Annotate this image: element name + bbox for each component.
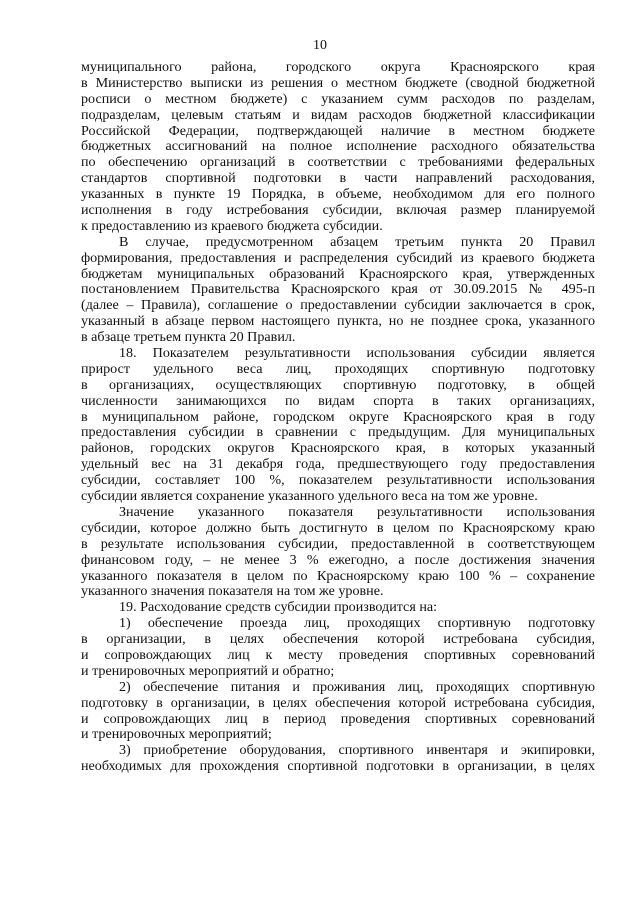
text-line: в Министерство выписки из решения о местном бюджете (сводной бюджетной bbox=[81, 75, 595, 91]
text-line: указанного показателя в целом по Красноярскому краю 100 % – сохранение bbox=[81, 568, 595, 584]
text-line: подразделам, целевым статьям и видам расходов бюджетной классификации bbox=[81, 107, 595, 123]
text-line: 1) обеспечение проезда лиц, проходящих спортивную подготовку bbox=[119, 616, 595, 632]
text-line: финансовом году, – не менее 3 % ежегодно, а после достижения значения bbox=[81, 552, 595, 568]
text-line: исполнения в году истребования субсидии, включая размер планируемой bbox=[81, 203, 595, 219]
text-line: и сопровождающих лиц в период проведения спортивных соревнований bbox=[81, 711, 595, 727]
text-line: (далее – Правила), соглашение о предоставлении субсидии заключается в срок, bbox=[81, 298, 595, 314]
text-line: субсидии является сохранение указанного удельного веса на том же уровне. bbox=[81, 489, 538, 505]
text-line: по обеспечению организаций в соответствии с требованиями федеральных bbox=[81, 155, 595, 171]
text-line: бюджетных ассигнований на полное исполнение расходного обязательства bbox=[81, 139, 595, 155]
text-line: в организациях, осуществляющих спортивную подготовку, в общей bbox=[81, 377, 595, 393]
text-line: стандартов спортивной подготовки в части направлений расходования, bbox=[81, 171, 595, 187]
text-line: 18. Показателем результативности использования субсидии является bbox=[119, 346, 595, 362]
text-line: 19. Расходование средств субсидии производится на: bbox=[119, 600, 438, 616]
text-line: формирования, предоставления и распределения субсидий из краевого бюджета bbox=[81, 250, 595, 266]
text-line: районов, городских округов Красноярского края, в которых указанный bbox=[81, 441, 595, 457]
document-body bbox=[81, 60, 595, 775]
text-line: в абзаце третьем пункта 20 Правил. bbox=[81, 330, 296, 346]
text-line: Значение указанного показателя результативности использования bbox=[119, 504, 595, 520]
text-line: указанных в пункте 19 Порядка, в объеме, необходимом для его полного bbox=[81, 187, 595, 203]
text-line: подготовку в организации, в целях обеспечения которой истребована субсидия, bbox=[81, 695, 595, 711]
text-line: и сопровождающих лиц к месту проведения спортивных соревнований bbox=[81, 647, 595, 663]
text-line: прирост удельного веса лиц, проходящих спортивную подготовку bbox=[81, 361, 595, 377]
text-line: к предоставлению из краевого бюджета субсидии. bbox=[81, 218, 383, 234]
text-line: удельный вес на 31 декабря года, предшествующего году предоставления bbox=[81, 457, 595, 473]
text-line: 3) приобретение оборудования, спортивного инвентаря и экипировки, bbox=[119, 743, 595, 759]
text-line: в результате использования субсидии, предоставленной в соответствующем bbox=[81, 536, 595, 552]
text-line: и тренировочных мероприятий; bbox=[81, 727, 272, 743]
text-line: численности занимающихся по видам спорта в таких организациях, bbox=[81, 393, 595, 409]
text-line: указанного значения показателя на том же уровне. bbox=[81, 584, 384, 600]
text-line: в муниципальном районе, городском округе Красноярского края в году bbox=[81, 409, 595, 425]
text-line: 2) обеспечение питания и проживания лиц, проходящих спортивную bbox=[119, 679, 595, 695]
text-line: необходимых для прохождения спортивной подготовки в организации, в целях bbox=[81, 759, 595, 775]
text-line: в организации, в целях обеспечения которой истребована субсидия, bbox=[81, 632, 595, 648]
text-line: бюджетам муниципальных образований Красноярского края, утвержденных bbox=[81, 266, 595, 282]
text-line: субсидии, составляет 100 %, показателем результативности использования bbox=[81, 473, 595, 489]
text-line: росписи о местном бюджете) с указанием сумм расходов по разделам, bbox=[81, 91, 595, 107]
page-number: 10 bbox=[313, 38, 327, 53]
text-line: муниципального района, городского округа Красноярского края bbox=[81, 60, 595, 75]
text-line: указанный в абзаце первом настоящего пункта, но не позднее срока, указанного bbox=[81, 314, 595, 330]
text-line: Российской Федерации, подтверждающей наличие в местном бюджете bbox=[81, 123, 595, 139]
text-line: и тренировочных мероприятий и обратно; bbox=[81, 663, 335, 679]
text-line: предоставления субсидии в сравнении с предыдущим. Для муниципальных bbox=[81, 425, 595, 441]
text-line: В случае, предусмотренном абзацем третьим пункта 20 Правил bbox=[119, 234, 595, 250]
text-line: постановлением Правительства Красноярского края от 30.09.2015 № 495-п bbox=[81, 282, 595, 298]
text-line: субсидии, которое должно быть достигнуто в целом по Красноярскому краю bbox=[81, 520, 595, 536]
